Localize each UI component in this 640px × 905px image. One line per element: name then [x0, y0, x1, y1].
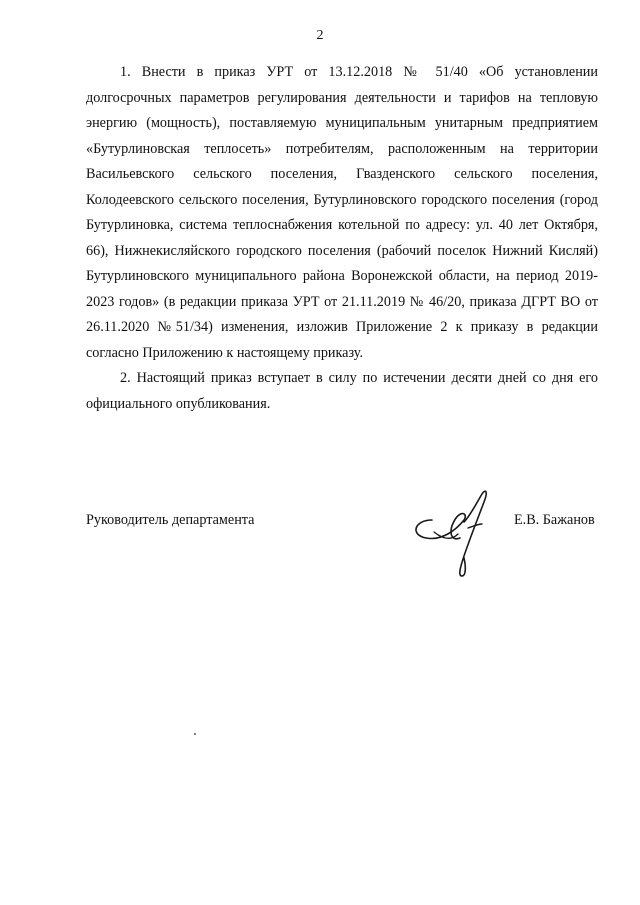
- order-body: [86, 60, 598, 417]
- scan-speck: [194, 733, 196, 735]
- signatory-name: Е.В. Бажанов: [514, 512, 595, 528]
- handwritten-signature: [404, 480, 514, 590]
- signature-block: [86, 510, 606, 600]
- signatory-title: Руководитель департамента: [86, 512, 255, 528]
- order-item-2: 2. Настоящий приказ вступает в силу по истечении десяти дней со дня его официального опубликования.: [86, 370, 598, 412]
- page-number: 2: [316, 28, 324, 43]
- order-item-1: 1. Внести в приказ УРТ от 13.12.2018 № 51/40 «Об установлении долгосрочных параметров регулирования деятельности и тарифов на тепловую энергию (мощность), поставляемую муниципальным унитарным предприятием «Бутурлиновская теплосеть» потребителям, расположенным на территории Васильевского сельского поселения, Гвазденского сельского поселения, Колодеевского сельского поселения, Бутурлиновского городского поселения (город Бутурлиновка, система теплоснабжения котельной по адресу: ул. 40 лет Октября, 66), Нижнекисляйского городского поселения (рабочий поселок Нижний Кисляй) Бутурлиновского муниципального района Воронежской области, на период 2019-2023 годов» (в редакции приказа УРТ от 21.11.2019 № 46/20, приказа ДГРТ ВО от 26.11.2020 №51/34) изменения, изложив Приложение 2 к приказу в редакции согласно Приложению к настоящему приказу.: [86, 64, 598, 361]
